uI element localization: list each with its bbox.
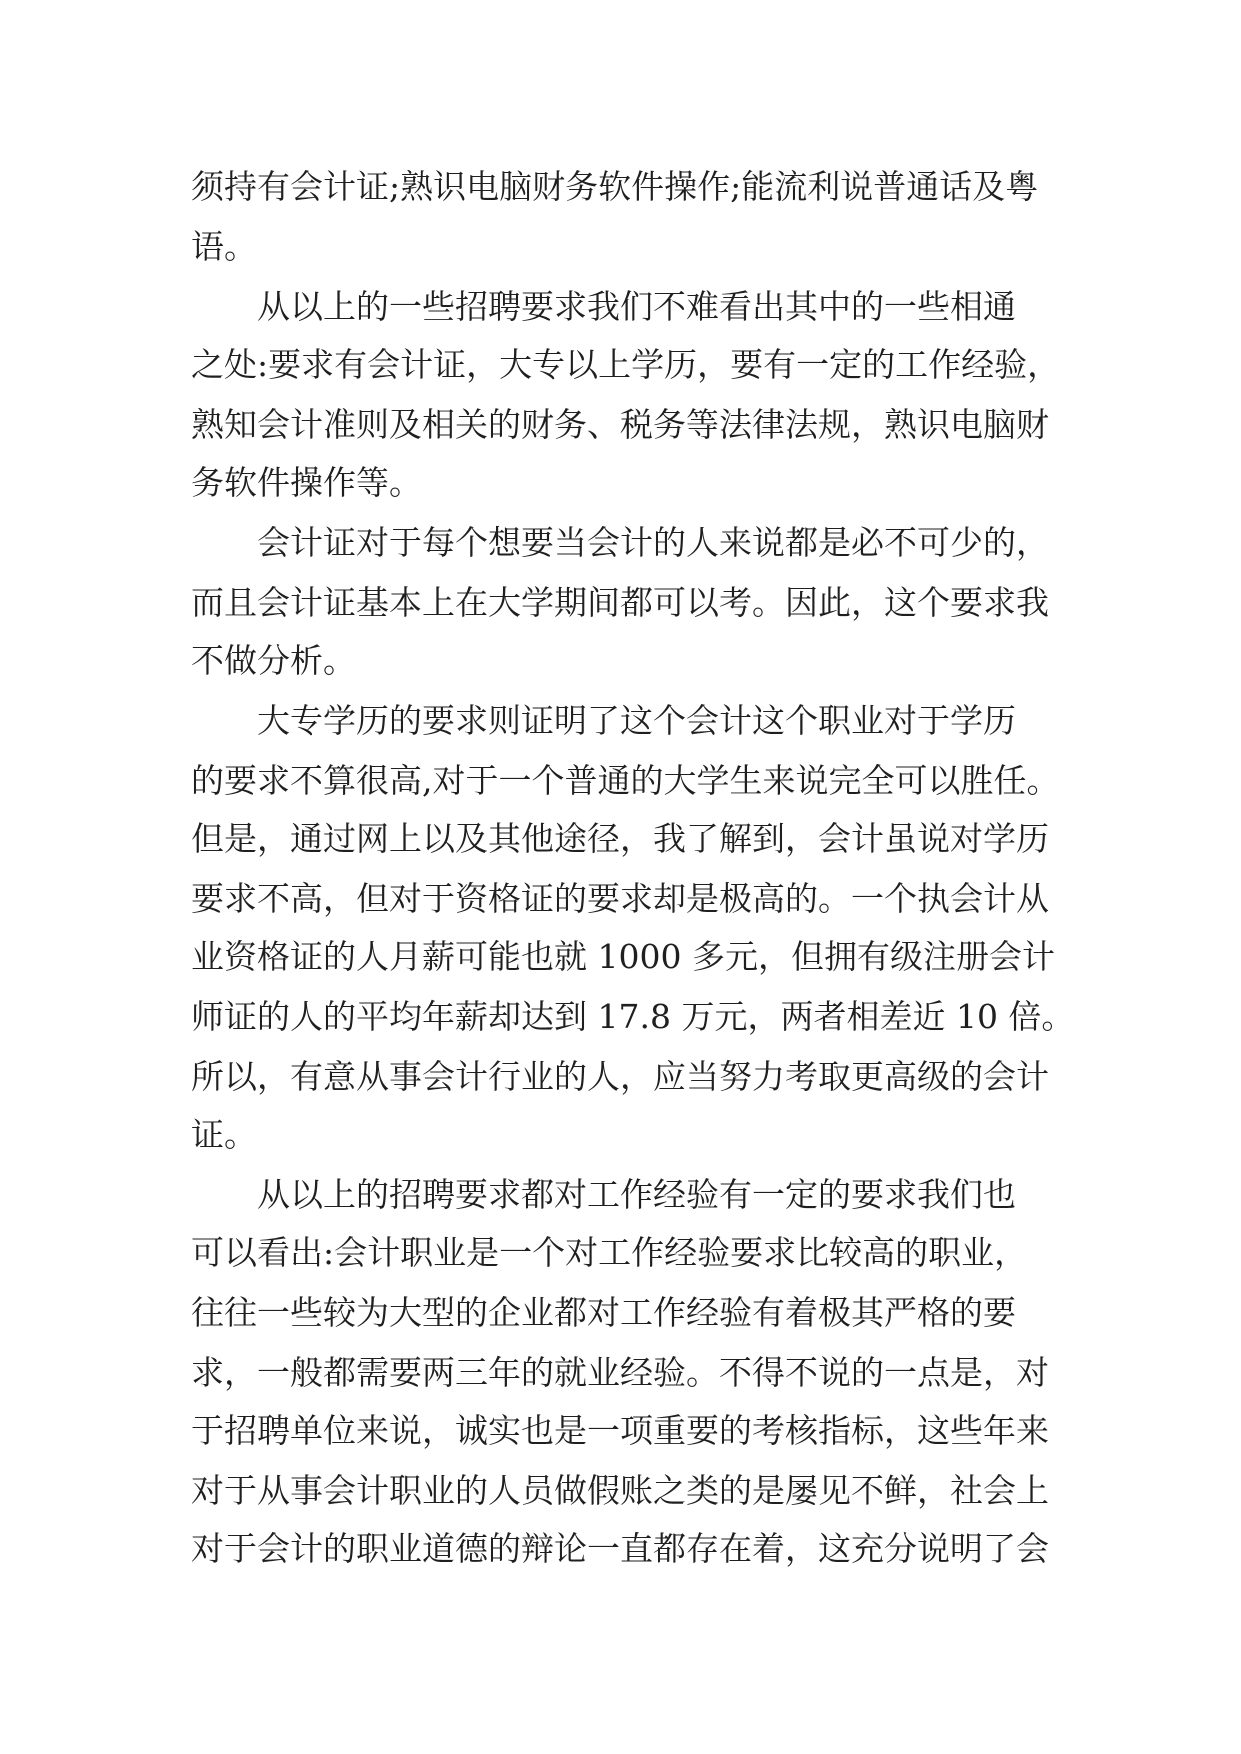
text-line: 但是，通过网上以及其他途径，我了解到，会计虽说对学历: [191, 819, 1049, 858]
text-line: 务软件操作等。: [191, 463, 422, 502]
paragraph-first-line: 从以上的一些招聘要求我们不难看出其中的一些相通: [257, 287, 1016, 326]
text-line: 证。: [191, 1115, 257, 1154]
text-line: 对于会计的职业道德的辩论一直都存在着，这充分说明了会: [191, 1529, 1049, 1568]
text-line: 的要求不算很高,对于一个普通的大学生来说完全可以胜任。: [191, 761, 1060, 800]
text-line: 对于从事会计职业的人员做假账之类的是屡见不鲜，社会上: [191, 1471, 1049, 1510]
text-line: 要求不高，但对于资格证的要求却是极高的。一个执会计从: [191, 879, 1049, 918]
text-line: 所以，有意从事会计行业的人，应当努力考取更高级的会计: [191, 1057, 1049, 1096]
text-line: 之处:要求有会计证，大专以上学历，要有一定的工作经验，: [191, 345, 1061, 384]
text-line: 往往一些较为大型的企业都对工作经验有着极其严格的要: [191, 1293, 1016, 1332]
text-line: 求，一般都需要两三年的就业经验。不得不说的一点是，对: [191, 1353, 1049, 1392]
paragraph-first-line: 大专学历的要求则证明了这个会计这个职业对于学历: [257, 701, 1016, 740]
text-line: 师证的人的平均年薪却达到 17.8 万元，两者相差近 10 倍。: [191, 997, 1075, 1036]
text-line: 须持有会计证;熟识电脑财务软件操作;能流利说普通话及粤: [191, 167, 1039, 206]
text-line: 语。: [191, 227, 257, 266]
text-line: 于招聘单位来说，诚实也是一项重要的考核指标，这些年来: [191, 1411, 1049, 1450]
text-line: 而且会计证基本上在大学期间都可以考。因此，这个要求我: [191, 583, 1049, 622]
text-line: 不做分析。: [191, 641, 356, 680]
paragraph-first-line: 会计证对于每个想要当会计的人来说都是必不可少的，: [257, 523, 1049, 562]
text-line: 熟知会计准则及相关的财务、税务等法律法规，熟识电脑财: [191, 405, 1049, 444]
paragraph-first-line: 从以上的招聘要求都对工作经验有一定的要求我们也: [257, 1175, 1016, 1214]
text-line: 业资格证的人月薪可能也就 1000 多元，但拥有级注册会计: [191, 937, 1055, 976]
text-line: 可以看出:会计职业是一个对工作经验要求比较高的职业，: [191, 1233, 1028, 1272]
